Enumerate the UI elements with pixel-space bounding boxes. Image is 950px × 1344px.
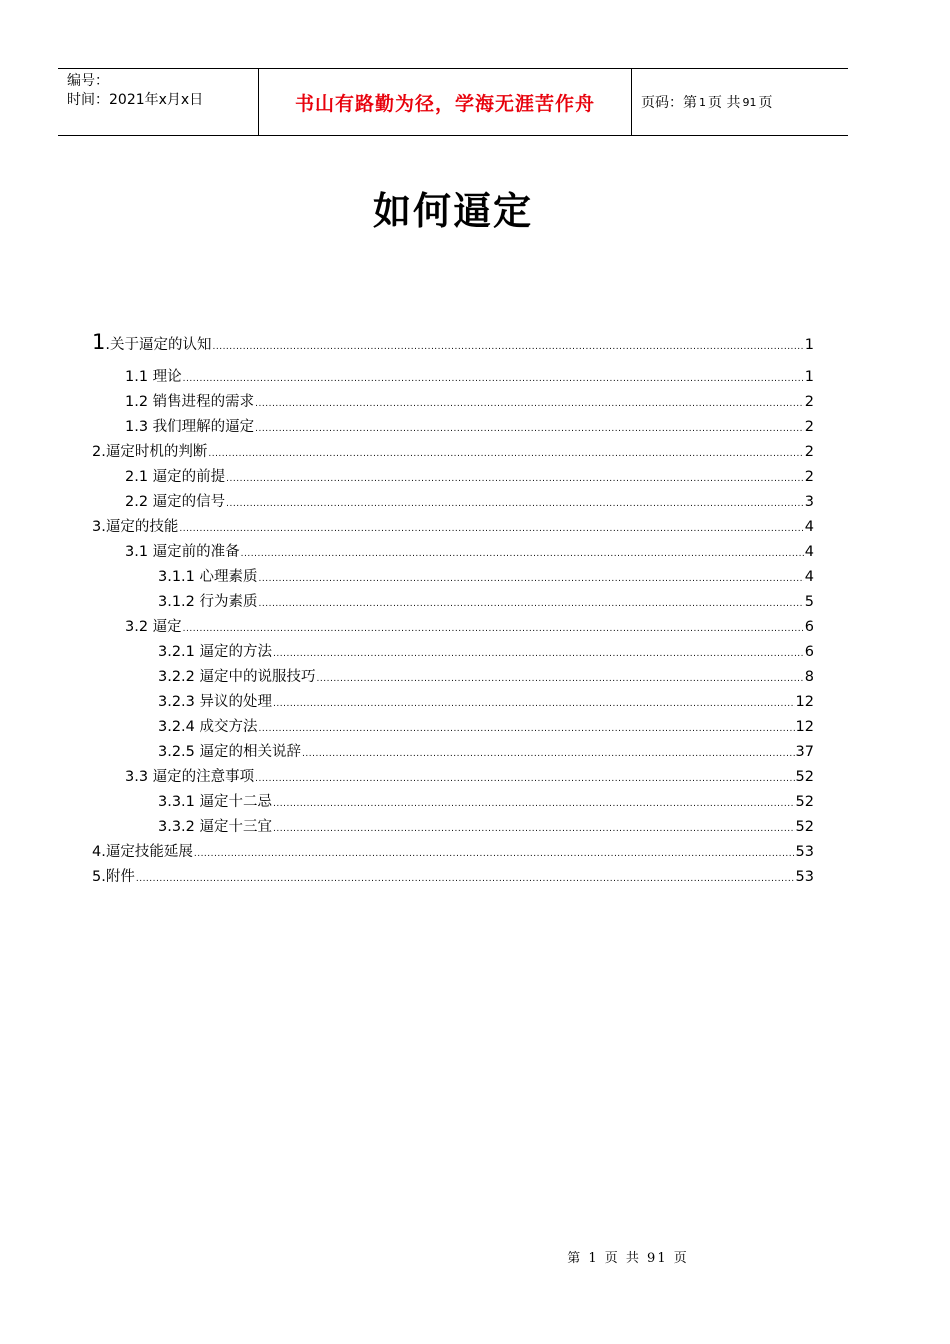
- toc-entry-page: 53: [795, 869, 814, 885]
- toc-entry-page: 8: [804, 669, 814, 685]
- toc-leader-dots: [259, 724, 795, 734]
- table-of-contents: [92, 330, 814, 890]
- toc-entry-page: 3: [804, 494, 814, 510]
- toc-entry-page: 4: [804, 544, 814, 560]
- toc-entry[interactable]: [92, 565, 814, 590]
- toc-entry-page: 6: [804, 619, 814, 635]
- page-prefix: 页码：第: [641, 95, 697, 111]
- toc-leader-dots: [273, 699, 795, 709]
- toc-entry-page: 2: [804, 469, 814, 485]
- toc-entry[interactable]: [92, 440, 814, 465]
- toc-entry[interactable]: [92, 640, 814, 665]
- toc-entry-page: 2: [804, 419, 814, 435]
- toc-entry-label: 3.3.1 逼定十二忌: [158, 794, 273, 810]
- toc-entry-label: 1.2 销售进程的需求: [125, 394, 255, 410]
- toc-leader-dots: [208, 449, 803, 459]
- toc-leader-dots: [259, 599, 804, 609]
- page-number: 1: [699, 95, 706, 109]
- time-label: 时间：2021年x月x日: [67, 92, 204, 108]
- toc-entry-label: 2.1 逼定的前提: [125, 469, 226, 485]
- toc-leader-dots: [183, 374, 804, 384]
- toc-leader-dots: [273, 799, 795, 809]
- toc-entry-label: 3.3 逼定的注意事项: [125, 769, 255, 785]
- toc-leader-dots: [255, 774, 794, 784]
- toc-leader-dots: [317, 674, 804, 684]
- toc-entry[interactable]: [92, 515, 814, 540]
- page-mid: 页 共: [708, 95, 741, 111]
- toc-entry[interactable]: [92, 865, 814, 890]
- toc-entry[interactable]: [92, 615, 814, 640]
- toc-entry-page: 4: [804, 519, 814, 535]
- toc-entry[interactable]: [92, 815, 814, 840]
- toc-entry-label: 3.2.5 逼定的相关说辞: [158, 744, 302, 760]
- toc-leader-dots: [194, 849, 795, 859]
- toc-entry[interactable]: [92, 690, 814, 715]
- toc-entry-label: 3.1.2 行为素质: [158, 594, 258, 610]
- toc-entry[interactable]: [92, 465, 814, 490]
- header-meta: [58, 69, 258, 135]
- toc-entry-label: 3.3.2 逼定十三宜: [158, 819, 273, 835]
- toc-entry-page: 1: [804, 369, 814, 385]
- toc-leader-dots: [255, 399, 804, 409]
- toc-entry-label: 1.关于逼定的认知: [92, 330, 212, 354]
- page-total: 91: [742, 95, 757, 109]
- toc-leader-dots: [212, 342, 803, 352]
- toc-entry-label: 3.1 逼定前的准备: [125, 544, 240, 560]
- toc-entry-label: 2.逼定时机的判断: [92, 444, 208, 460]
- toc-entry-label: 2.2 逼定的信号: [125, 494, 226, 510]
- header-motto: 书山有路勤为径，学海无涯苦作舟: [258, 69, 632, 135]
- toc-entry[interactable]: [92, 840, 814, 865]
- toc-entry-label: 3.2.1 逼定的方法: [158, 644, 273, 660]
- toc-entry-label: 5.附件: [92, 869, 135, 885]
- toc-leader-dots: [273, 649, 804, 659]
- toc-entry-label: 1.3 我们理解的逼定: [125, 419, 255, 435]
- toc-entry[interactable]: [92, 715, 814, 740]
- toc-entry-label: 3.逼定的技能: [92, 519, 179, 535]
- header-page-info: [632, 69, 848, 135]
- toc-leader-dots: [241, 549, 804, 559]
- toc-entry[interactable]: [92, 390, 814, 415]
- toc-entry-page: 12: [795, 719, 814, 735]
- toc-entry-page: 37: [795, 744, 814, 760]
- toc-entry-page: 12: [795, 694, 814, 710]
- toc-entry-page: 52: [795, 794, 814, 810]
- toc-entry-label: 3.2.2 逼定中的说服技巧: [158, 669, 316, 685]
- toc-entry[interactable]: [92, 790, 814, 815]
- toc-entry[interactable]: [92, 490, 814, 515]
- toc-entry-page: 4: [804, 569, 814, 585]
- page-footer: 第 1 页 共 91 页: [567, 1251, 689, 1266]
- toc-entry-page: 52: [795, 819, 814, 835]
- toc-leader-dots: [273, 824, 795, 834]
- toc-entry[interactable]: [92, 765, 814, 790]
- toc-entry-page: 2: [804, 444, 814, 460]
- toc-leader-dots: [136, 874, 795, 884]
- toc-entry[interactable]: [92, 740, 814, 765]
- toc-leader-dots: [302, 749, 795, 759]
- toc-entry-page: 5: [804, 594, 814, 610]
- toc-leader-dots: [183, 624, 804, 634]
- toc-entry-page: 6: [804, 644, 814, 660]
- toc-entry-label: 3.1.1 心理素质: [158, 569, 258, 585]
- toc-entry[interactable]: [92, 415, 814, 440]
- toc-entry[interactable]: [92, 590, 814, 615]
- toc-entry-page: 1: [804, 337, 814, 353]
- toc-entry[interactable]: [92, 540, 814, 565]
- toc-entry[interactable]: [92, 365, 814, 390]
- toc-entry-page: 53: [795, 844, 814, 860]
- toc-leader-dots: [226, 499, 804, 509]
- number-label: 编号：: [67, 73, 109, 89]
- toc-entry-page: 52: [795, 769, 814, 785]
- toc-leader-dots: [226, 474, 804, 484]
- page-suffix: 页: [758, 95, 773, 111]
- toc-entry-label: 3.2.3 异议的处理: [158, 694, 273, 710]
- toc-entry-label: 3.2.4 成交方法: [158, 719, 258, 735]
- toc-leader-dots: [255, 424, 804, 434]
- toc-entry-label: 1.1 理论: [125, 369, 182, 385]
- toc-leader-dots: [179, 524, 803, 534]
- toc-entry[interactable]: [92, 330, 814, 364]
- toc-entry-label: 4.逼定技能延展: [92, 844, 193, 860]
- toc-entry-page: 2: [804, 394, 814, 410]
- page-header: [58, 68, 848, 136]
- toc-leader-dots: [259, 574, 804, 584]
- toc-entry-label: 3.2 逼定: [125, 619, 182, 635]
- document-title: 如何逼定: [372, 189, 533, 233]
- toc-entry[interactable]: [92, 665, 814, 690]
